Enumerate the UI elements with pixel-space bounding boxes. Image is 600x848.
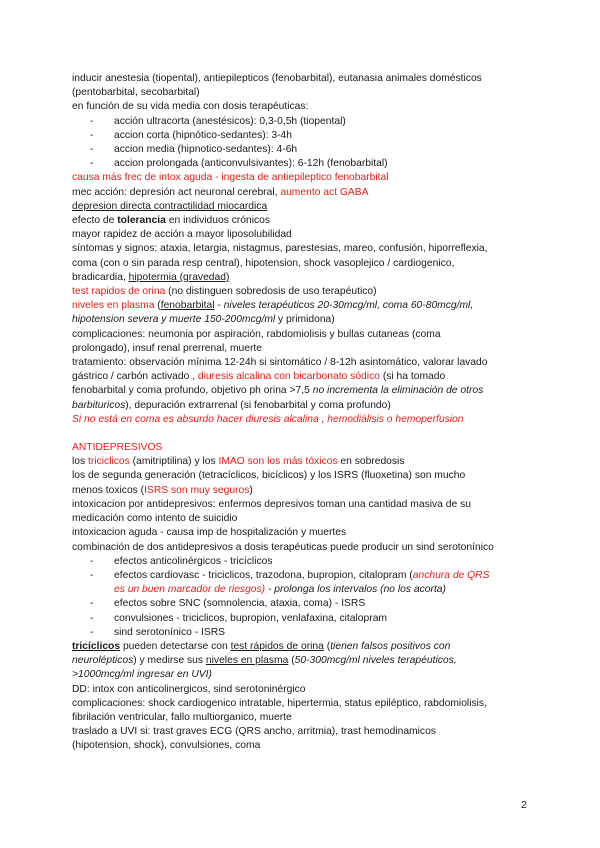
text-span: (si ha tomado: [379, 371, 446, 383]
text-line: fibrilación ventricular, fallo multiorganico, muerte: [72, 711, 292, 723]
italic-span: - prolonga los intervalos (no los acorta): [265, 584, 446, 596]
text-line: intoxicacion por antidepresivos: enfermos depresivos toman una cantidad masiva de su: [72, 498, 471, 510]
list-item: [72, 569, 542, 583]
italic-span: no incrementa la eliminación de otros: [312, 385, 484, 397]
spacer: [72, 427, 542, 441]
italic-span: niveles terapéuticos 20-30mcg/ml, coma 60-80mcg/ml,: [223, 300, 474, 312]
text-span: -: [214, 300, 224, 312]
text-line: inducir anestesia (tiopental), antiepilepticos (fenobarbital), eutanasia animales domésticos: [72, 73, 482, 84]
text-line: intoxicacion aguda - causa imp de hospitalización y muertes: [72, 527, 347, 539]
text-span: (: [323, 640, 331, 652]
list-item-continuation: [72, 583, 542, 597]
text-span: (: [288, 655, 295, 667]
list-item: - sind serotonínico - ISRS: [72, 626, 542, 640]
highlight-span: ISRS son muy seguros: [144, 484, 250, 496]
text-line: combinación de dos antidepresivos a dosis terapéuticas puede producir un sind serotonínico: [72, 541, 494, 553]
underlined-span: fenobarbital: [160, 300, 215, 312]
italic-line: >1000mcg/ml ingresar en UVI): [72, 669, 212, 681]
text-span: fenobarbital y coma profundo, objetivo ph orina >7,5: [72, 385, 313, 397]
highlight-span: niveles en plasma: [72, 300, 155, 312]
text-span: en individuos crónicos: [165, 215, 271, 227]
underlined-span: hipotermia (gravedad): [128, 271, 230, 283]
highlight-span: diuresis alcalina con bicarbonato sódico: [197, 371, 380, 383]
list-item: - acción ultracorta (anestésicos): 0,3-0,5h (tiopental): [72, 115, 542, 129]
highlight-line: causa más frec de intox aguda - ingesta de antiepileptico fenobarbital: [72, 172, 389, 184]
text-line: [72, 654, 542, 668]
text-span: mec acción: depresión act neuronal cerebral,: [72, 186, 281, 198]
highlight-span: es un buen marcador de riesgos): [114, 584, 266, 596]
text-line: [72, 313, 542, 327]
highlight-span: aumento act GABA: [280, 186, 369, 198]
text-span: gástrico / carbón activado ,: [72, 371, 198, 383]
highlight-span: test rapidos de orina: [72, 286, 166, 298]
text-span: en sobredosis: [337, 456, 405, 468]
text-span: bradicardia,: [72, 271, 129, 283]
underlined-span: test rápidos de orina: [230, 640, 324, 652]
text-span: ), depuración extrarrenal (si fenobarbital y coma profundo): [125, 399, 391, 411]
italic-span: 50-300mcg/ml niveles terapéuticos,: [294, 655, 457, 667]
page-number: 2: [521, 799, 527, 811]
bold-underlined-span: tricíclicos: [72, 640, 121, 652]
underlined-line: depresion directa contractilidad miocardica: [72, 200, 268, 212]
text-line: (hipotension, shock), convulsiones, coma: [72, 740, 261, 752]
list-item: - accion prolongada (anticonvulsivantes): 6-12h (fenobarbital): [72, 157, 542, 171]
text-span: los: [72, 456, 89, 468]
text-line: prolongado), insuf renal prerrenal, muerte: [72, 342, 263, 354]
text-line: complicaciones: neumonia por aspiración, rabdomiolisis y bullas cutaneas (coma: [72, 328, 441, 340]
text-span: pueden detectarse con: [120, 640, 231, 652]
list-item: - accion media (hipnotico-sedantes): 4-6h: [72, 143, 542, 157]
text-line: [72, 214, 542, 228]
italic-span: tienen falsos positivos con: [330, 640, 451, 652]
text-line: complicaciones: shock cardiogenico intratable, hipertermia, status epiléptico, rabdomiolisis,: [72, 697, 487, 709]
text-line: mayor rapidez de acción a mayor liposolubilidad: [72, 229, 292, 241]
italic-span: hipotension severa y muerte 150-200mcg/ml: [72, 314, 276, 326]
text-line: (pentobarbital, secobarbital): [72, 87, 200, 99]
text-line: [72, 484, 542, 498]
bold-span: tolerancia: [117, 215, 166, 227]
text-line: [72, 455, 542, 469]
text-line: coma (con o sin parada resp central), hipotension, shock vasoplejico / cardiogenico,: [72, 257, 455, 269]
text-line: síntomas y signos: ataxia, letargia, nistagmus, parestesias, mareo, confusión, hiporreflexia,: [72, 243, 488, 255]
list-item: - efectos sobre SNC (somnolencia, ataxia, coma) - ISRS: [72, 597, 542, 611]
text-span: ): [249, 484, 253, 496]
text-line: tratamiento: observación mínima 12-24h si sintomático / 8-12h asintomático, valorar lavado: [72, 357, 488, 369]
text-span: (no distinguen sobredosis de uso terapéutico): [165, 286, 377, 298]
section-heading: ANTIDEPRESIVOS: [72, 442, 163, 454]
text-span: efecto de: [72, 215, 118, 227]
text-span: menos toxicos (: [72, 484, 145, 496]
text-span: (: [154, 300, 161, 312]
text-span: y primidona): [275, 314, 335, 326]
highlight-span: triciclicos: [88, 456, 130, 468]
highlight-span: anchura de QRS: [412, 569, 490, 581]
text-line: [72, 271, 542, 285]
text-line: traslado a UVI si: trast graves ECG (QRS ancho, arritmia), trast hemodinamicos: [72, 726, 436, 738]
text-line: [72, 285, 542, 299]
text-line: [72, 370, 542, 384]
text-line: [72, 186, 542, 200]
list-item: - efectos anticolinérgicos - tricíclicos: [72, 555, 542, 569]
text-line: los de segunda generación (tetracíclicos, bicíclicos) y los ISRS (fluoxetina) son mucho: [72, 470, 466, 482]
list-item: - accion corta (hipnótico-sedantes): 3-4h: [72, 129, 542, 143]
highlight-line: Si no está en coma es absurdo hacer diuresis alcalina , hemodiálisis o hemoperfusion: [72, 413, 464, 425]
text-line: [72, 640, 542, 654]
text-line: DD: intox con anticolinergicos, sind serotoninérgico: [72, 683, 306, 695]
text-span: efectos cardiovasc - triciclicos, trazodona, bupropion, citalopram (: [114, 569, 413, 581]
text-span: ) y medirse sus: [133, 655, 206, 667]
text-span: (amitriptilina) y los: [129, 456, 219, 468]
text-line: en función de su vida media con dosis terapéuticas:: [72, 101, 309, 113]
text-line: [72, 299, 542, 313]
text-line: [72, 399, 542, 413]
italic-span: barbituricos: [72, 399, 126, 411]
text-line: medicación como intento de suicidio: [72, 513, 238, 525]
highlight-span: IMAO son los más tóxicos: [218, 456, 338, 468]
list-item: - convulsiones - triciclicos, bupropion, venlafaxina, citalopram: [72, 612, 542, 626]
document-body: [72, 72, 542, 754]
italic-span: neurolépticos: [72, 655, 134, 667]
underlined-span: niveles en plasma: [205, 655, 289, 667]
text-line: [72, 384, 542, 398]
